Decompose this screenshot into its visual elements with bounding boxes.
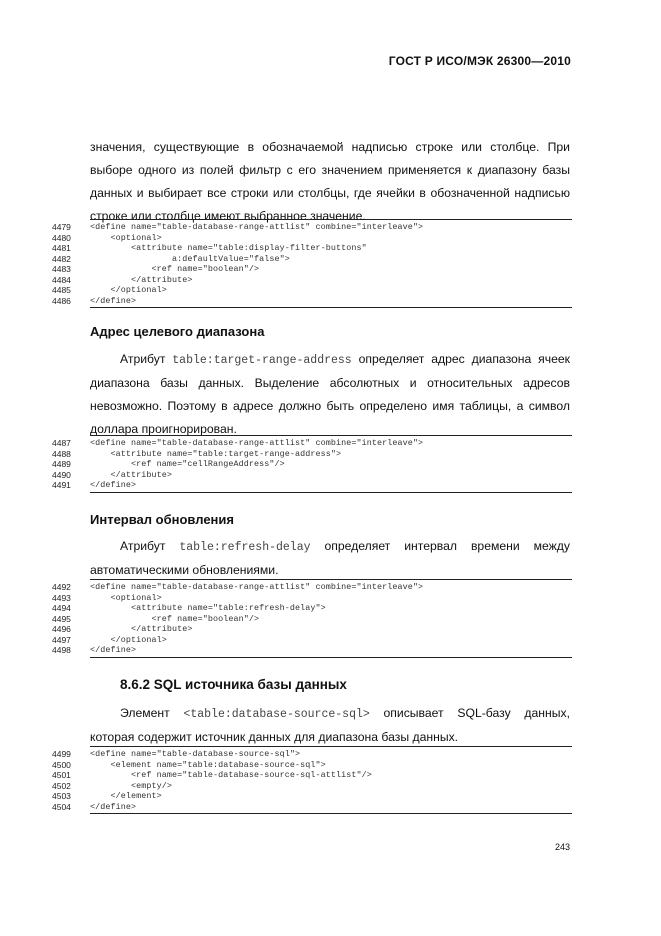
code-bottom-rule <box>90 657 572 658</box>
line-number: 4489 <box>52 459 71 469</box>
code-block-2 <box>52 435 572 493</box>
line-number: 4484 <box>52 274 71 285</box>
code-text: <define name="table-database-range-attlist" combine="interleave"> <box>90 582 424 592</box>
code-block-4 <box>52 746 572 814</box>
code-text: </element> <box>90 791 162 801</box>
code-line <box>52 222 572 233</box>
code-top-rule <box>90 219 572 220</box>
code-line <box>52 603 572 614</box>
code-term: table:refresh-delay <box>179 541 311 554</box>
code-text: <define name="table-database-range-attlist" combine="interleave"> <box>90 222 424 232</box>
para-text: описывает SQL-базу данных, которая содержит источник данных для диапазона базы данных. <box>90 706 570 744</box>
line-number: 4482 <box>52 253 71 264</box>
code-line <box>52 593 572 604</box>
code-text: <element name="table:database-source-sql"> <box>90 759 326 770</box>
para-text: определяет интервал времени между автоматическими обновлениями. <box>90 539 570 577</box>
code-bottom-rule <box>90 492 572 493</box>
line-number: 4504 <box>52 801 71 812</box>
line-number: 4485 <box>52 285 71 295</box>
code-text: <attribute name="table:target-range-address"> <box>90 448 342 459</box>
code-line <box>52 459 572 470</box>
code-line <box>52 296 572 307</box>
code-line <box>52 449 572 460</box>
code-line <box>52 480 572 491</box>
page-header: ГОСТ Р ИСО/МЭК 26300—2010 <box>388 54 571 68</box>
code-text: <define name="table-database-source-sql"> <box>90 749 301 759</box>
line-number: 4501 <box>52 770 71 780</box>
line-number: 4502 <box>52 780 71 791</box>
line-number: 4488 <box>52 448 71 459</box>
section-heading-refresh-delay: Интервал обновления <box>90 512 234 527</box>
code-line <box>52 264 572 275</box>
line-number: 4496 <box>52 624 71 634</box>
code-text: <define name="table-database-range-attlist" combine="interleave"> <box>90 438 424 448</box>
paragraph-refresh-delay <box>90 535 570 582</box>
line-number: 4479 <box>52 222 71 232</box>
code-bottom-rule <box>90 813 572 814</box>
para-text: Элемент <box>120 706 184 720</box>
para-text: Атрибут <box>120 352 173 366</box>
code-line <box>52 645 572 656</box>
line-number: 4493 <box>52 592 71 603</box>
line-number: 4483 <box>52 264 71 274</box>
line-number: 4487 <box>52 438 71 448</box>
code-text: <ref name="table-database-source-sql-attlist"/> <box>90 770 372 780</box>
code-line <box>52 781 572 792</box>
page-number: 243 <box>554 842 570 852</box>
line-number: 4503 <box>52 791 71 801</box>
code-text: </define> <box>90 801 137 812</box>
code-term: table:target-range-address <box>172 354 352 367</box>
code-line <box>52 582 572 593</box>
code-text: </define> <box>90 480 137 490</box>
line-number: 4494 <box>52 603 71 613</box>
code-text: a:defaultValue="false"> <box>90 253 290 264</box>
line-number: 4495 <box>52 613 71 624</box>
code-text: <optional> <box>90 592 162 603</box>
code-text: </attribute> <box>90 624 193 634</box>
code-text: <empty/> <box>90 780 173 791</box>
code-line <box>52 438 572 449</box>
code-text: </optional> <box>90 634 167 645</box>
code-line <box>52 614 572 625</box>
code-text: <attribute name="table:display-filter-buttons" <box>90 243 367 253</box>
code-top-rule <box>90 579 572 580</box>
code-term: <table:database-source-sql> <box>183 708 370 721</box>
code-text: <ref name="boolean"/> <box>90 264 260 274</box>
code-line <box>52 791 572 802</box>
intro-paragraph: значения, существующие в обозначаемой надписью строке или столбце. При выборе одного из полей фильтр с его значением применяется к диапазону базы данных и выбирает все строки или столбцы, где ячейки в обозначенной надписью строке или столбце имеют выбранное значение. <box>90 140 570 223</box>
section-heading-target-range: Адрес целевого диапазона <box>90 324 265 339</box>
code-line <box>52 254 572 265</box>
code-text: </optional> <box>90 285 167 295</box>
paragraph-target-range <box>90 348 570 441</box>
code-line <box>52 635 572 646</box>
line-number: 4486 <box>52 295 71 306</box>
line-number: 4498 <box>52 645 71 655</box>
code-block-1 <box>52 219 572 308</box>
paragraph-sql-source <box>90 702 570 749</box>
code-text: </attribute> <box>90 274 193 285</box>
code-line <box>52 624 572 635</box>
line-number: 4491 <box>52 480 71 490</box>
code-bottom-rule <box>90 307 572 308</box>
line-number: 4492 <box>52 582 71 592</box>
code-top-rule <box>90 746 572 747</box>
code-line <box>52 470 572 481</box>
code-line <box>52 275 572 286</box>
code-text: </define> <box>90 645 137 655</box>
line-number: 4499 <box>52 749 71 759</box>
section-heading-sql-source: 8.6.2 SQL источника базы данных <box>120 677 347 692</box>
code-line <box>52 233 572 244</box>
code-line <box>52 802 572 813</box>
code-line <box>52 243 572 254</box>
line-number: 4490 <box>52 469 71 480</box>
line-number: 4497 <box>52 634 71 645</box>
code-block-3 <box>52 579 572 658</box>
code-line <box>52 285 572 296</box>
code-text: <optional> <box>90 232 162 243</box>
code-text: </define> <box>90 295 137 306</box>
line-number: 4480 <box>52 232 71 243</box>
line-number: 4500 <box>52 759 71 770</box>
line-number: 4481 <box>52 243 71 253</box>
para-text: Атрибут <box>120 539 180 553</box>
code-line <box>52 749 572 760</box>
code-text: <attribute name="table:refresh-delay"> <box>90 603 326 613</box>
para-text: определяет адрес диапазона ячеек диапазона базы данных. Выделение абсолютных и относительных адресов невозможно. Поэтому в адресе должно быть определено имя таблицы, а символ доллара проигнорирован. <box>90 352 570 436</box>
code-line <box>52 770 572 781</box>
code-text: <ref name="cellRangeAddress"/> <box>90 459 285 469</box>
code-line <box>52 760 572 771</box>
code-top-rule <box>90 435 572 436</box>
code-text: <ref name="boolean"/> <box>90 613 260 624</box>
code-text: </attribute> <box>90 469 173 480</box>
